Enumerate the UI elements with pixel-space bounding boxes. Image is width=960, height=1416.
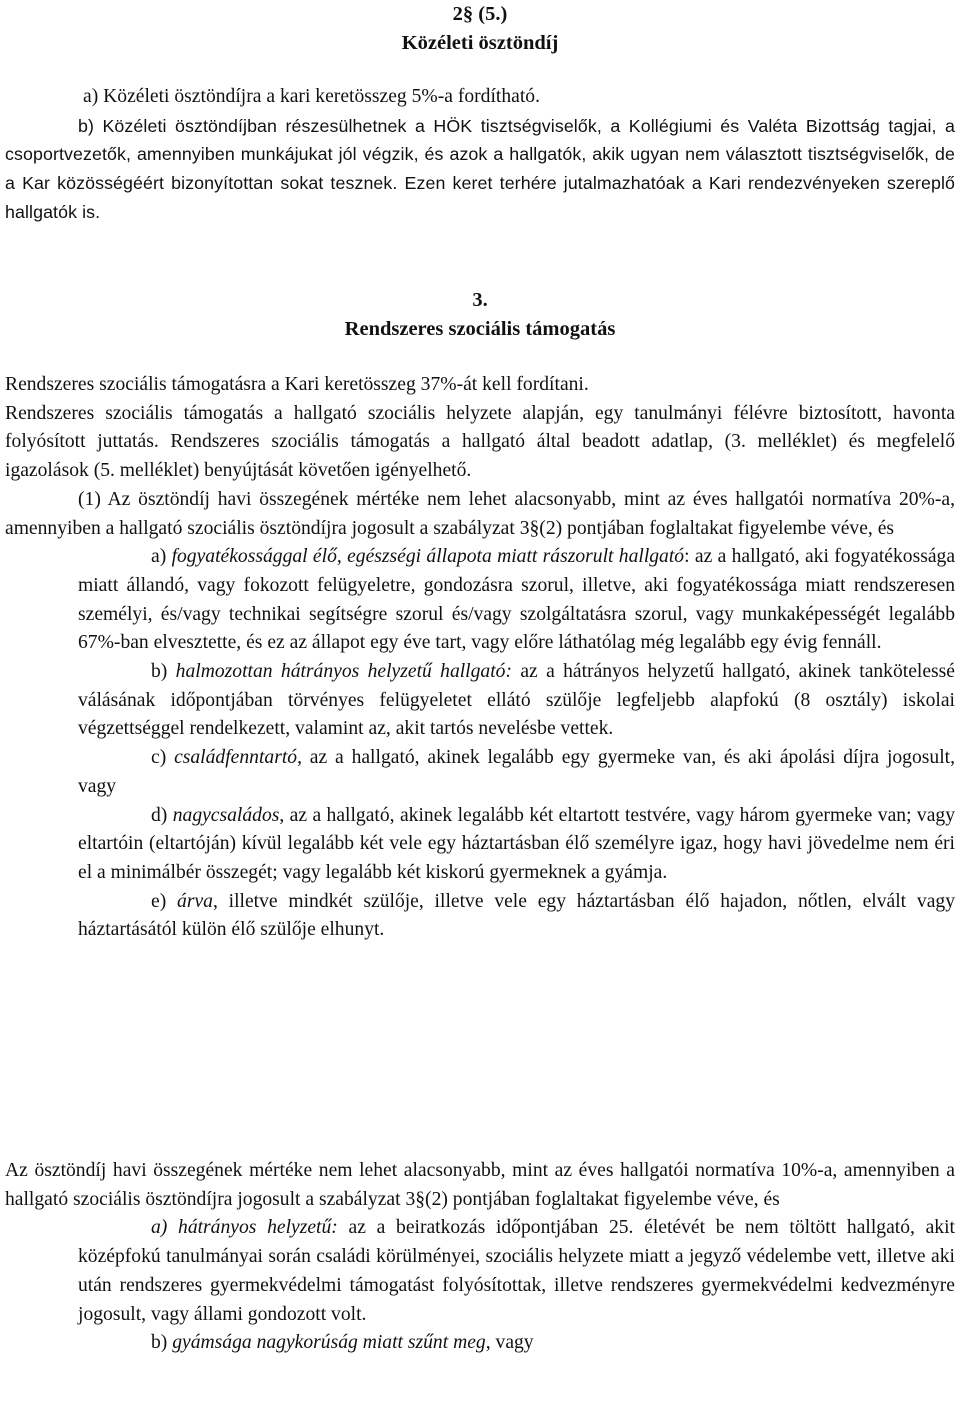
item-a-prefix: a) (151, 546, 172, 568)
section2-body (5, 83, 955, 227)
item-e-term: árva (177, 890, 213, 912)
section3-number: 3. (472, 289, 488, 311)
list2-item-b-text: , vagy (485, 1332, 534, 1354)
section3-lower (5, 1157, 955, 1358)
list2-item-b-prefix: b) (151, 1332, 173, 1354)
list2-item-a (78, 1214, 955, 1329)
section3-body (5, 371, 955, 945)
item-c-text: , az a hallgató, akinek legalább egy gyermeke van, és aki ápolási díjra jogosult, vagy (78, 747, 955, 797)
item-c-term: családfenntartó (174, 747, 298, 769)
section3-para2 (5, 400, 955, 486)
list2-item-b (78, 1329, 955, 1358)
list-item-b (78, 658, 955, 744)
section3-title: Rendszeres szociális támogatás (344, 317, 616, 340)
section3-para4: Az ösztöndíj havi összegének mértéke nem lehet alacsonyabb, mint az éves hallgatói normatíva 10%-a, amennyiben a hallgató szociális ösztöndíjra jogosult a szabályzat 3§(2) pontjában foglaltakat figyelembe véve, és (5, 1160, 955, 1210)
list-item-d (78, 802, 955, 888)
item-e-text: , illetve mindkét szülője, illetve vele egy háztartásban élő hajadon, nőtlen, elvált vagy háztartásától külön élő szülője elhunyt. (78, 890, 955, 941)
list2-item-a-text: az a beiratkozás időpontjában 25. életévét be nem töltött hallgató, akit középfokú tanulmányai során családi körülményei, szociális helyzete miatt a jegyző védelembe vett, illetve aki után rendszeres gyermekvédelmi támogatást folyósítottak, illetve rendszeres gyermekvédelmi kedvezményre jogosult, vagy állami gondozott volt. (78, 1217, 955, 1325)
item-e-prefix: e) (151, 890, 178, 912)
item-c-prefix: c) (151, 747, 175, 769)
section3-para2-b: Rendszeres szociális támogatás a hallgató által beadott adatlap, (3. melléklet) és megfelelő igazolások (5. melléklet) benyújtását követően igényelhető. (5, 431, 955, 482)
item-d-text: , az a hallgató, akinek legalább két eltartott testvére, vagy három gyermeke van; vagy eltartóin (eltartóján) kívül legalább két vele egy háztartásban élő személyre igaz, hogy havi jövedelme nem éri el a minimálbér összegét; vagy legalább két kiskorú gyermeknek a gyámja. (78, 804, 955, 883)
section3-para2-a: Rendszeres szociális támogatás a hallgató szociális helyzete alapján, egy tanulmányi félévre biztosított, havonta folyósított juttatás. (5, 402, 955, 453)
section2-para-a: a) Közéleti ösztöndíjra a kari keretösszeg 5%-a fordítható. (83, 86, 540, 107)
item-list-20 (5, 543, 955, 945)
section3-header (5, 286, 955, 343)
item-b-term: halmozottan hátrányos helyzetű hallgató: (175, 661, 512, 683)
list-item-e (78, 888, 955, 945)
item-a-text: : az a hallgató, aki fogyatékossága miatt állandó, vagy fokozott felügyeletre, gondozásra szorul, illetve, aki fogyatékossága miatt rendszeresen személyi, és/vagy technikai segítségre szorul és/vagy szolgáltatásra szorul, vagy munkaképességét legalább 67%-ban elvesztette, és ez az állapot egy éve tart, vagy előre láthatólag még legalább egy évig fennáll. (78, 546, 956, 654)
list-item-c (78, 744, 955, 801)
section2-para-b: b) Közéleti ösztöndíjban részesülhetnek a HÖK tisztségviselők, a Kollégiumi és Valéta Bizottság tagjai, a csoportvezetők, amennyiben munkájukat jól végzik, és azok a hallgatók, akik ugyan nem választott tisztségviselők, de a Kar közösségéért bizonyítottan sokat tesznek. Ezen keret terhére jutalmazhatóak a Kari rendezvényeken szereplő hallgatók is. (5, 115, 955, 222)
item-a-term: fogyatékossággal élő, egészségi állapota miatt rászorult hallgató (171, 546, 685, 568)
section3-para3: (1) Az ösztöndíj havi összegének mértéke nem lehet alacsonyabb, mint az éves hallgatói normatíva 20%-a, amennyiben a hallgató szociális ösztöndíjra jogosult a szabályzat 3§(2) pontjában foglaltakat figyelembe véve, és (5, 488, 955, 539)
section2-header (5, 0, 955, 57)
item-d-prefix: d) (151, 804, 173, 826)
section2-number: 2§ (5.) (452, 3, 508, 25)
list2-item-b-term: gyámsága nagykorúság miatt szűnt meg (172, 1332, 486, 1354)
section2-title: Közéleti ösztöndíj (401, 31, 559, 54)
item-list-10 (5, 1214, 955, 1358)
item-b-text: az a hátrányos helyzetű hallgató, akinek tankötelessé válásának időpontjában törvényes felügyeletet ellátó szülője legfeljebb alapfokú (8 osztály) iskolai végzettséggel rendelkezett, valamint az, akit tartós nevelésbe vettek. (78, 661, 956, 740)
item-d-term: nagycsaládos (172, 804, 280, 826)
list2-item-a-term: a) hátrányos helyzetű: (151, 1217, 338, 1239)
item-b-prefix: b) (151, 661, 176, 683)
section3-para1: Rendszeres szociális támogatásra a Kari keretösszeg 37%-át kell fordítani. (5, 374, 589, 395)
list-item-a (78, 543, 955, 658)
